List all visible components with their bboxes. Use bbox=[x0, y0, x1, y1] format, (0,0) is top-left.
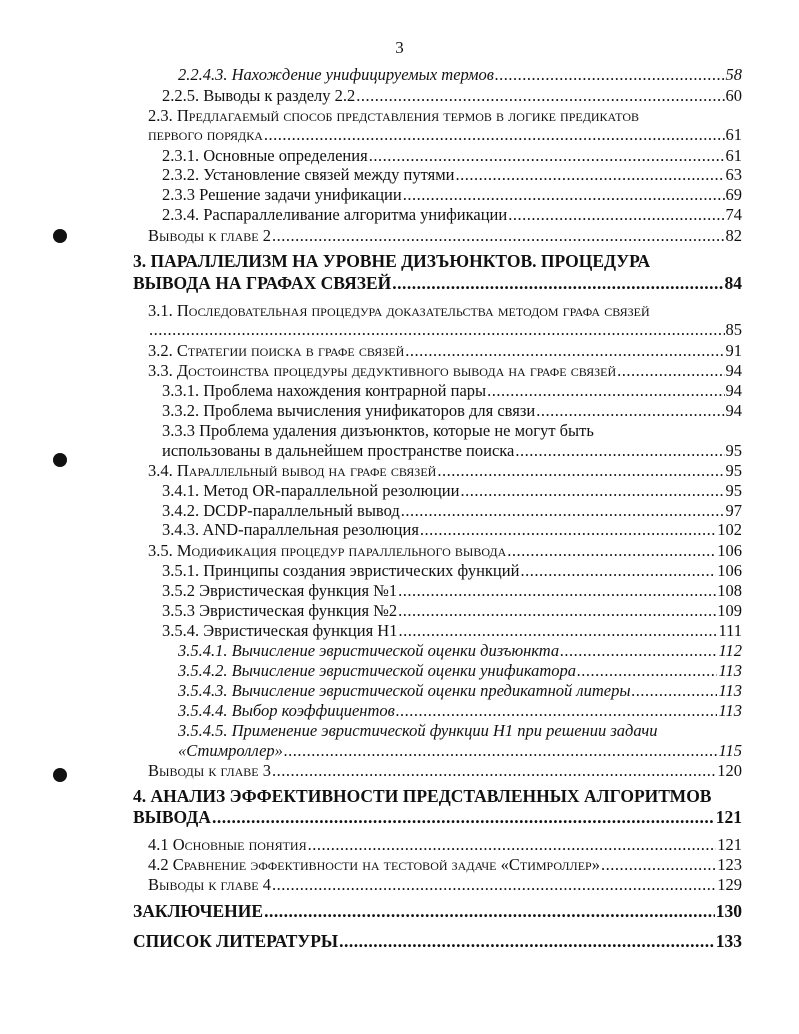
dot-leader bbox=[392, 273, 723, 293]
toc-entry bbox=[162, 205, 742, 225]
toc-entry-title: 3.5.4.3. Вычисление эвристической оценки предикатной литеры bbox=[178, 681, 631, 700]
dot-leader bbox=[264, 901, 715, 921]
toc-entry-title: СПИСОК ЛИТЕРАТУРЫ bbox=[133, 931, 339, 951]
toc-entry bbox=[178, 681, 742, 701]
toc-entry-title: 2.3.3 Решение задачи унификации bbox=[162, 185, 402, 204]
toc-entry bbox=[148, 125, 742, 145]
toc-entry-page: 121 bbox=[715, 807, 742, 827]
dot-leader bbox=[460, 481, 724, 501]
dot-leader bbox=[536, 401, 724, 421]
toc-entry-page: 82 bbox=[725, 226, 742, 245]
toc-entry bbox=[162, 185, 742, 205]
toc-entry-title: 4.1 Основные понятия bbox=[148, 835, 307, 854]
toc-entry-title: Выводы к главе 4 bbox=[148, 875, 271, 894]
toc-entry bbox=[178, 701, 742, 721]
toc-entry-title: 3.5.1. Принципы создания эвристических функций bbox=[162, 561, 520, 580]
toc-entry-title: 4.2 Сравнение эффективности на тестовой задаче «Стимроллер» bbox=[148, 855, 600, 874]
toc-entry bbox=[162, 520, 742, 540]
dot-leader bbox=[284, 741, 718, 761]
toc-entry-page: 109 bbox=[717, 601, 742, 620]
dot-leader bbox=[437, 461, 724, 481]
dot-leader bbox=[272, 761, 716, 781]
toc-entry-page: 120 bbox=[717, 761, 742, 780]
toc-entry-title: 3.4.1. Метод OR-параллельной резолюции bbox=[162, 481, 460, 500]
toc-entry-page: 91 bbox=[725, 341, 742, 360]
toc-entry bbox=[162, 381, 742, 401]
toc-entry bbox=[162, 421, 742, 441]
toc-entry bbox=[148, 461, 742, 481]
toc-entry bbox=[148, 361, 742, 381]
toc-entry bbox=[133, 931, 742, 951]
toc-entry-page: 129 bbox=[717, 875, 742, 894]
toc-entry-page: 95 bbox=[725, 461, 742, 480]
dot-leader bbox=[560, 641, 717, 661]
toc-entry-page: 130 bbox=[715, 901, 742, 921]
toc-entry bbox=[162, 601, 742, 621]
toc-entry bbox=[148, 301, 742, 321]
toc-entry-title: 3.3.1. Проблема нахождения контрарной пары bbox=[162, 381, 487, 400]
toc-entry-page: 112 bbox=[718, 641, 742, 660]
dot-leader bbox=[403, 185, 725, 205]
toc-entry-title: 3.4.3. AND-параллельная резолюция bbox=[162, 520, 419, 539]
toc-entry-page: 94 bbox=[725, 361, 742, 380]
punch-hole bbox=[53, 453, 67, 467]
toc-entry bbox=[148, 855, 742, 875]
toc-entry-page: 94 bbox=[725, 401, 742, 420]
toc-entry-page: 60 bbox=[725, 86, 742, 105]
toc-entry bbox=[162, 561, 742, 581]
dot-leader bbox=[264, 125, 725, 145]
toc-entry bbox=[178, 641, 742, 661]
toc-entry bbox=[148, 541, 742, 561]
toc-entry-page: 95 bbox=[725, 441, 742, 460]
toc-entry bbox=[162, 501, 742, 521]
toc-entry bbox=[133, 807, 742, 827]
dot-leader bbox=[272, 226, 725, 246]
dot-leader bbox=[308, 835, 717, 855]
toc-entry-title: 3.3.2. Проблема вычисления унификаторов для связи bbox=[162, 401, 536, 420]
dot-leader bbox=[396, 701, 718, 721]
toc-entry-title: 2.3.2. Установление связей между путями bbox=[162, 165, 455, 184]
dot-leader bbox=[401, 501, 725, 521]
toc-entry-title: Выводы к главе 2 bbox=[148, 226, 271, 245]
dot-leader bbox=[405, 341, 724, 361]
toc-entry bbox=[162, 481, 742, 501]
toc-entry bbox=[148, 835, 742, 855]
toc-entry-page: 113 bbox=[718, 701, 742, 720]
dot-leader bbox=[339, 931, 715, 951]
dot-leader bbox=[487, 381, 724, 401]
dot-leader bbox=[149, 320, 725, 340]
toc-entry-title: 2.3. Предлагаемый способ представления термов в логике предикатов bbox=[148, 106, 640, 125]
toc-entry-title: 3.2. Стратегии поиска в графе связей bbox=[148, 341, 405, 360]
toc-entry-title: 2.3.1. Основные определения bbox=[162, 146, 368, 165]
toc-entry-page: 108 bbox=[717, 581, 742, 600]
dot-leader bbox=[577, 661, 717, 681]
toc-entry-page: 115 bbox=[718, 741, 742, 760]
toc-entry-page: 106 bbox=[717, 561, 742, 580]
toc-entry-page: 113 bbox=[718, 681, 742, 700]
toc-entry-page: 85 bbox=[725, 320, 742, 339]
toc-entry-title: 3.5. Модификация процедур параллельного вывода bbox=[148, 541, 507, 560]
toc-entry-page: 69 bbox=[725, 185, 742, 204]
dot-leader bbox=[601, 855, 716, 875]
dot-leader bbox=[398, 581, 716, 601]
toc-entry-title: 3.5.4.4. Выбор коэффициентов bbox=[178, 701, 395, 720]
toc-entry bbox=[148, 106, 742, 126]
toc-entry-title: ЗАКЛЮЧЕНИЕ bbox=[133, 901, 264, 921]
dot-leader bbox=[369, 146, 725, 166]
toc-entry-page: 61 bbox=[725, 146, 742, 165]
toc-entry-title: ВЫВОДА bbox=[133, 807, 211, 827]
toc-entry bbox=[162, 165, 742, 185]
toc-entry-page: 106 bbox=[717, 541, 742, 560]
toc-entry bbox=[178, 661, 742, 681]
toc-entry-title: 3. ПАРАЛЛЕЛИЗМ НА УРОВНЕ ДИЗЪЮНКТОВ. ПРОЦЕДУРА bbox=[133, 251, 651, 271]
toc-entry bbox=[178, 65, 742, 85]
toc-entry-title: 2.2.5. Выводы к разделу 2.2 bbox=[162, 86, 356, 105]
toc-entry bbox=[162, 581, 742, 601]
toc-entry-title: 3.4.2. DCDP-параллельный вывод bbox=[162, 501, 400, 520]
toc-entry-title: 2.3.4. Распараллеливание алгоритма унификации bbox=[162, 205, 508, 224]
toc-entry-page: 102 bbox=[717, 520, 742, 539]
toc-entry-page: 84 bbox=[724, 273, 742, 293]
toc-entry-page: 113 bbox=[718, 661, 742, 680]
dot-leader bbox=[520, 561, 716, 581]
dot-leader bbox=[495, 65, 725, 85]
toc-entry-title: 3.4. Параллельный вывод на графе связей bbox=[148, 461, 437, 480]
toc-entry-page: 58 bbox=[725, 65, 742, 84]
toc-entry bbox=[133, 251, 742, 271]
toc-entry-title: ВЫВОДА НА ГРАФАХ СВЯЗЕЙ bbox=[133, 273, 392, 293]
dot-leader bbox=[272, 875, 716, 895]
toc-entry bbox=[178, 741, 742, 761]
dot-leader bbox=[356, 86, 724, 106]
toc-entry bbox=[133, 786, 742, 806]
toc-entry-title: «Стимроллер» bbox=[178, 741, 283, 760]
toc-entry-page: 94 bbox=[725, 381, 742, 400]
toc-entry-title: использованы в дальнейшем пространстве поиска bbox=[162, 441, 515, 460]
dot-leader bbox=[212, 807, 715, 827]
toc-entry-title: 3.3. Достоинства процедуры дедуктивного вывода на графе связей bbox=[148, 361, 617, 380]
toc-entry-page: 63 bbox=[725, 165, 742, 184]
toc-entry-title: 3.5.4. Эвристическая функция Н1 bbox=[162, 621, 398, 640]
page-number: 3 bbox=[395, 38, 404, 57]
toc-entry bbox=[162, 401, 742, 421]
dot-leader bbox=[507, 541, 716, 561]
toc-entry-page: 97 bbox=[725, 501, 742, 520]
toc-entry bbox=[148, 341, 742, 361]
toc-entry-title: 3.5.4.5. Применение эвристической функции Н1 при решении задачи bbox=[178, 721, 658, 740]
toc-entry-title: 2.2.4.3. Нахождение унифицируемых термов bbox=[178, 65, 494, 84]
toc-entry bbox=[148, 226, 742, 246]
dot-leader bbox=[398, 621, 717, 641]
toc-entry-page: 74 bbox=[725, 205, 742, 224]
toc-entry-page: 95 bbox=[725, 481, 742, 500]
dot-leader bbox=[632, 681, 718, 701]
toc-entry bbox=[162, 146, 742, 166]
toc-entry-page: 121 bbox=[717, 835, 742, 854]
toc-entry-title: 3.5.4.2. Вычисление эвристической оценки унификатора bbox=[178, 661, 577, 680]
toc-entry-title: 3.5.3 Эвристическая функция №2 bbox=[162, 601, 398, 620]
toc-entry-title: Выводы к главе 3 bbox=[148, 761, 271, 780]
toc-entry-title: 3.5.4.1. Вычисление эвристической оценки дизъюнкта bbox=[178, 641, 560, 660]
toc-entry bbox=[148, 761, 742, 781]
toc-entry bbox=[162, 86, 742, 106]
toc-entry bbox=[133, 273, 742, 293]
dot-leader bbox=[455, 165, 724, 185]
toc-entry-title: первого порядка bbox=[148, 125, 263, 144]
dot-leader bbox=[617, 361, 724, 381]
punch-hole bbox=[53, 229, 67, 243]
toc-entry-title: 4. АНАЛИЗ ЭФФЕКТИВНОСТИ ПРЕДСТАВЛЕННЫХ АЛГОРИТМОВ bbox=[133, 786, 712, 806]
toc-entry-title: 3.5.2 Эвристическая функция №1 bbox=[162, 581, 398, 600]
toc-entry-page: 61 bbox=[725, 125, 742, 144]
dot-leader bbox=[420, 520, 716, 540]
dot-leader bbox=[515, 441, 724, 461]
toc-entry bbox=[133, 901, 742, 921]
toc-entry bbox=[148, 320, 742, 340]
toc-entry bbox=[148, 875, 742, 895]
toc-entry bbox=[178, 721, 742, 741]
toc-entry-page: 111 bbox=[718, 621, 742, 640]
toc-entry-page: 123 bbox=[717, 855, 742, 874]
toc-entry-title: 3.3.3 Проблема удаления дизъюнктов, которые не могут быть bbox=[162, 421, 594, 440]
dot-leader bbox=[398, 601, 716, 621]
toc-entry bbox=[162, 621, 742, 641]
toc-entry-page: 133 bbox=[715, 931, 742, 951]
toc-entry-title: 3.1. Последовательная процедура доказательства методом графа связей bbox=[148, 301, 650, 320]
punch-hole bbox=[53, 768, 67, 782]
dot-leader bbox=[508, 205, 724, 225]
toc-entry bbox=[162, 441, 742, 461]
